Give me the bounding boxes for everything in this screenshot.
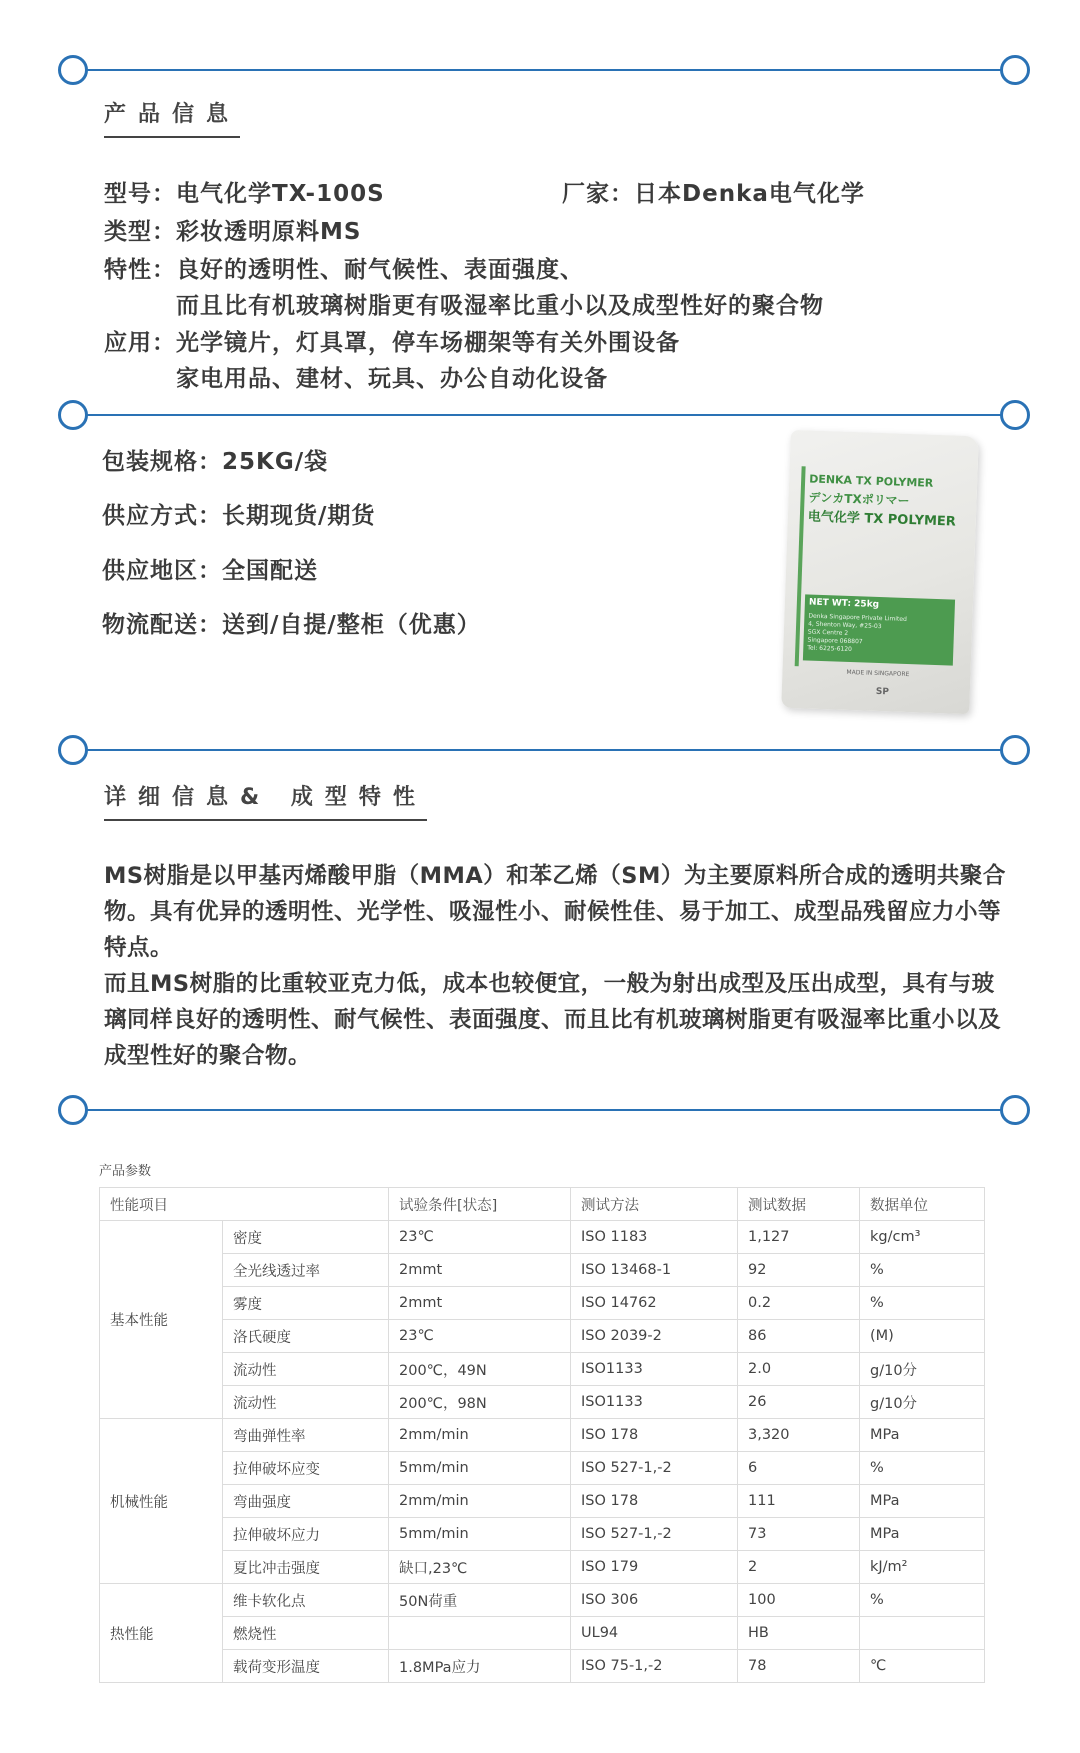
table-cell: 200℃，49N xyxy=(389,1353,571,1386)
table-cell: ISO 527-1,-2 xyxy=(571,1518,738,1551)
header-cell: 测试方法 xyxy=(571,1188,738,1221)
product-bag-image xyxy=(781,430,979,714)
bag-sp: SP xyxy=(875,686,890,698)
table-cell: 全光线透过率 xyxy=(223,1254,389,1287)
divider-line xyxy=(83,749,1005,751)
table-cell: g/10分 xyxy=(860,1353,985,1386)
table-cell: HB xyxy=(738,1617,860,1650)
table-cell: % xyxy=(860,1287,985,1320)
table-cell: 2 xyxy=(738,1551,860,1584)
details-paragraphs xyxy=(104,858,1009,1074)
logistics-text: 物流配送：送到/自提/整柜（优惠） xyxy=(102,612,481,638)
table-row xyxy=(100,1452,985,1485)
circle-icon xyxy=(1000,735,1030,765)
table-row xyxy=(100,1485,985,1518)
table-cell: 拉伸破坏应力 xyxy=(223,1518,389,1551)
table-cell: 111 xyxy=(738,1485,860,1518)
params-table xyxy=(99,1187,985,1683)
bag-address: Denka Singapore Private Limited 4, Shenton Way, #25-03 SGX Centre 2 Singapore 068807 Tel: 6225-6120 xyxy=(807,612,907,654)
table-cell: ISO 178 xyxy=(571,1419,738,1452)
divider-line xyxy=(83,414,1005,416)
table-cell: ℃ xyxy=(860,1650,985,1683)
table-cell xyxy=(860,1617,985,1650)
group-cell: 基本性能 xyxy=(100,1221,223,1419)
table-cell: 200℃，98N xyxy=(389,1386,571,1419)
table-cell: 维卡软化点 xyxy=(223,1584,389,1617)
table-cell: 燃烧性 xyxy=(223,1617,389,1650)
table-cell: kJ/m² xyxy=(860,1551,985,1584)
table-cell: 夏比冲击强度 xyxy=(223,1551,389,1584)
table-cell: 92 xyxy=(738,1254,860,1287)
table-cell: MPa xyxy=(860,1419,985,1452)
table-cell: MPa xyxy=(860,1518,985,1551)
table-row xyxy=(100,1287,985,1320)
table-cell: 100 xyxy=(738,1584,860,1617)
table-cell: 2.0 xyxy=(738,1353,860,1386)
table-row xyxy=(100,1254,985,1287)
table-cell: kg/cm³ xyxy=(860,1221,985,1254)
table-header-row xyxy=(100,1188,985,1221)
circle-icon xyxy=(58,735,88,765)
table-cell: 载荷变形温度 xyxy=(223,1650,389,1683)
group-cell: 热性能 xyxy=(100,1584,223,1683)
table-cell: % xyxy=(860,1254,985,1287)
table-row xyxy=(100,1419,985,1452)
table-cell: 拉伸破坏应变 xyxy=(223,1452,389,1485)
table-row xyxy=(100,1386,985,1419)
params-body xyxy=(100,1221,985,1683)
group-cell: 机械性能 xyxy=(100,1419,223,1584)
table-cell: ISO 179 xyxy=(571,1551,738,1584)
table-cell: 洛氏硬度 xyxy=(223,1320,389,1353)
circle-icon xyxy=(58,55,88,85)
supply-mode-text: 供应方式：长期现货/期货 xyxy=(102,503,376,529)
table-cell: % xyxy=(860,1584,985,1617)
header-cell: 测试数据 xyxy=(738,1188,860,1221)
features-text: 特性：良好的透明性、耐气候性、表面强度、 xyxy=(104,257,584,283)
circle-icon xyxy=(58,1095,88,1125)
features-text-cont: 而且比有机玻璃树脂更有吸湿率比重小以及成型性好的聚合物 xyxy=(176,293,824,319)
table-row xyxy=(100,1518,985,1551)
table-cell: 73 xyxy=(738,1518,860,1551)
bag-made-in: MADE IN SINGAPORE xyxy=(846,668,910,679)
details-paragraph-2: 而且MS树脂的比重较亚克力低，成本也较便宜，一般为射出成型及压出成型，具有与玻璃同样良好的透明性、耐气候性、表面强度、而且比有机玻璃树脂更有吸湿率比重小以及成型性好的聚合物。 xyxy=(104,971,1002,1069)
divider-line xyxy=(83,69,1005,71)
details-title: 详细信息& 成型特性 xyxy=(104,780,427,821)
table-cell: 2mm/min xyxy=(389,1419,571,1452)
table-cell: 1,127 xyxy=(738,1221,860,1254)
header-cell: 性能项目 xyxy=(100,1188,389,1221)
table-cell: ISO 2039-2 xyxy=(571,1320,738,1353)
supply-region-text: 供应地区：全国配送 xyxy=(102,558,318,584)
divider-line xyxy=(83,1109,1005,1111)
table-cell: 3,320 xyxy=(738,1419,860,1452)
header-cell: 试验条件[状态] xyxy=(389,1188,571,1221)
table-cell: (M) xyxy=(860,1320,985,1353)
table-cell: ISO 178 xyxy=(571,1485,738,1518)
section-divider xyxy=(58,400,1030,430)
section-divider xyxy=(58,55,1030,85)
table-cell: ISO 13468-1 xyxy=(571,1254,738,1287)
table-cell: 0.2 xyxy=(738,1287,860,1320)
circle-icon xyxy=(58,400,88,430)
table-cell: 弯曲弹性率 xyxy=(223,1419,389,1452)
table-row xyxy=(100,1551,985,1584)
table-cell: 流动性 xyxy=(223,1353,389,1386)
table-cell: 5mm/min xyxy=(389,1452,571,1485)
type-text: 类型：彩妆透明原料MS xyxy=(104,219,362,245)
bag-label-jp: デンカTXポリマー xyxy=(808,490,910,508)
table-row xyxy=(100,1353,985,1386)
table-row xyxy=(100,1584,985,1617)
bag-net-weight: NET WT: 25kg xyxy=(808,597,880,610)
table-cell: ISO 306 xyxy=(571,1584,738,1617)
table-cell: ISO1133 xyxy=(571,1353,738,1386)
circle-icon xyxy=(1000,400,1030,430)
table-cell: 1.8MPa应力 xyxy=(389,1650,571,1683)
table-cell: 26 xyxy=(738,1386,860,1419)
maker-text: 厂家：日本Denka电气化学 xyxy=(562,181,865,207)
table-cell: 6 xyxy=(738,1452,860,1485)
section-divider xyxy=(58,1095,1030,1125)
table-cell: 2mm/min xyxy=(389,1485,571,1518)
table-cell: 86 xyxy=(738,1320,860,1353)
table-cell: 雾度 xyxy=(223,1287,389,1320)
packing-text: 包装规格：25KG/袋 xyxy=(102,449,329,475)
table-cell: 2mmt xyxy=(389,1287,571,1320)
circle-icon xyxy=(1000,1095,1030,1125)
details-paragraph-1: MS树脂是以甲基丙烯酸甲脂（MMA）和苯乙烯（SM）为主要原料所合成的透明共聚合物。具有优异的透明性、光学性、吸湿性小、耐候性佳、易于加工、成型品残留应力小等特点。 xyxy=(104,863,1006,961)
table-cell: 5mm/min xyxy=(389,1518,571,1551)
application-text-cont: 家电用品、建材、玩具、办公自动化设备 xyxy=(176,366,608,392)
table-cell: 流动性 xyxy=(223,1386,389,1419)
header-cell: 数据单位 xyxy=(860,1188,985,1221)
table-cell: g/10分 xyxy=(860,1386,985,1419)
table-row xyxy=(100,1320,985,1353)
bag-label-cn: 电气化学 TX POLYMER xyxy=(807,509,957,530)
table-cell: ISO 14762 xyxy=(571,1287,738,1320)
table-cell: MPa xyxy=(860,1485,985,1518)
application-text: 应用：光学镜片，灯具罩，停车场棚架等有关外围设备 xyxy=(104,330,680,356)
table-cell: 23℃ xyxy=(389,1221,571,1254)
table-cell: 缺口,23℃ xyxy=(389,1551,571,1584)
circle-icon xyxy=(1000,55,1030,85)
table-row xyxy=(100,1650,985,1683)
table-cell: 50N荷重 xyxy=(389,1584,571,1617)
table-cell: ISO 527-1,-2 xyxy=(571,1452,738,1485)
section-divider xyxy=(58,735,1030,765)
table-cell xyxy=(389,1617,571,1650)
table-cell: 弯曲强度 xyxy=(223,1485,389,1518)
params-caption: 产品参数 xyxy=(99,1164,152,1179)
table-cell: 23℃ xyxy=(389,1320,571,1353)
table-cell: UL94 xyxy=(571,1617,738,1650)
table-cell: 2mmt xyxy=(389,1254,571,1287)
table-row xyxy=(100,1617,985,1650)
table-cell: ISO1133 xyxy=(571,1386,738,1419)
table-cell: ISO 75-1,-2 xyxy=(571,1650,738,1683)
table-cell: 密度 xyxy=(223,1221,389,1254)
bag-label-en: DENKA TX POLYMER xyxy=(808,472,934,490)
table-cell: % xyxy=(860,1452,985,1485)
table-cell: 78 xyxy=(738,1650,860,1683)
model-text: 型号：电气化学TX-100S xyxy=(104,181,385,207)
table-cell: ISO 1183 xyxy=(571,1221,738,1254)
product-info-title: 产品信息 xyxy=(104,97,240,138)
table-row xyxy=(100,1221,985,1254)
